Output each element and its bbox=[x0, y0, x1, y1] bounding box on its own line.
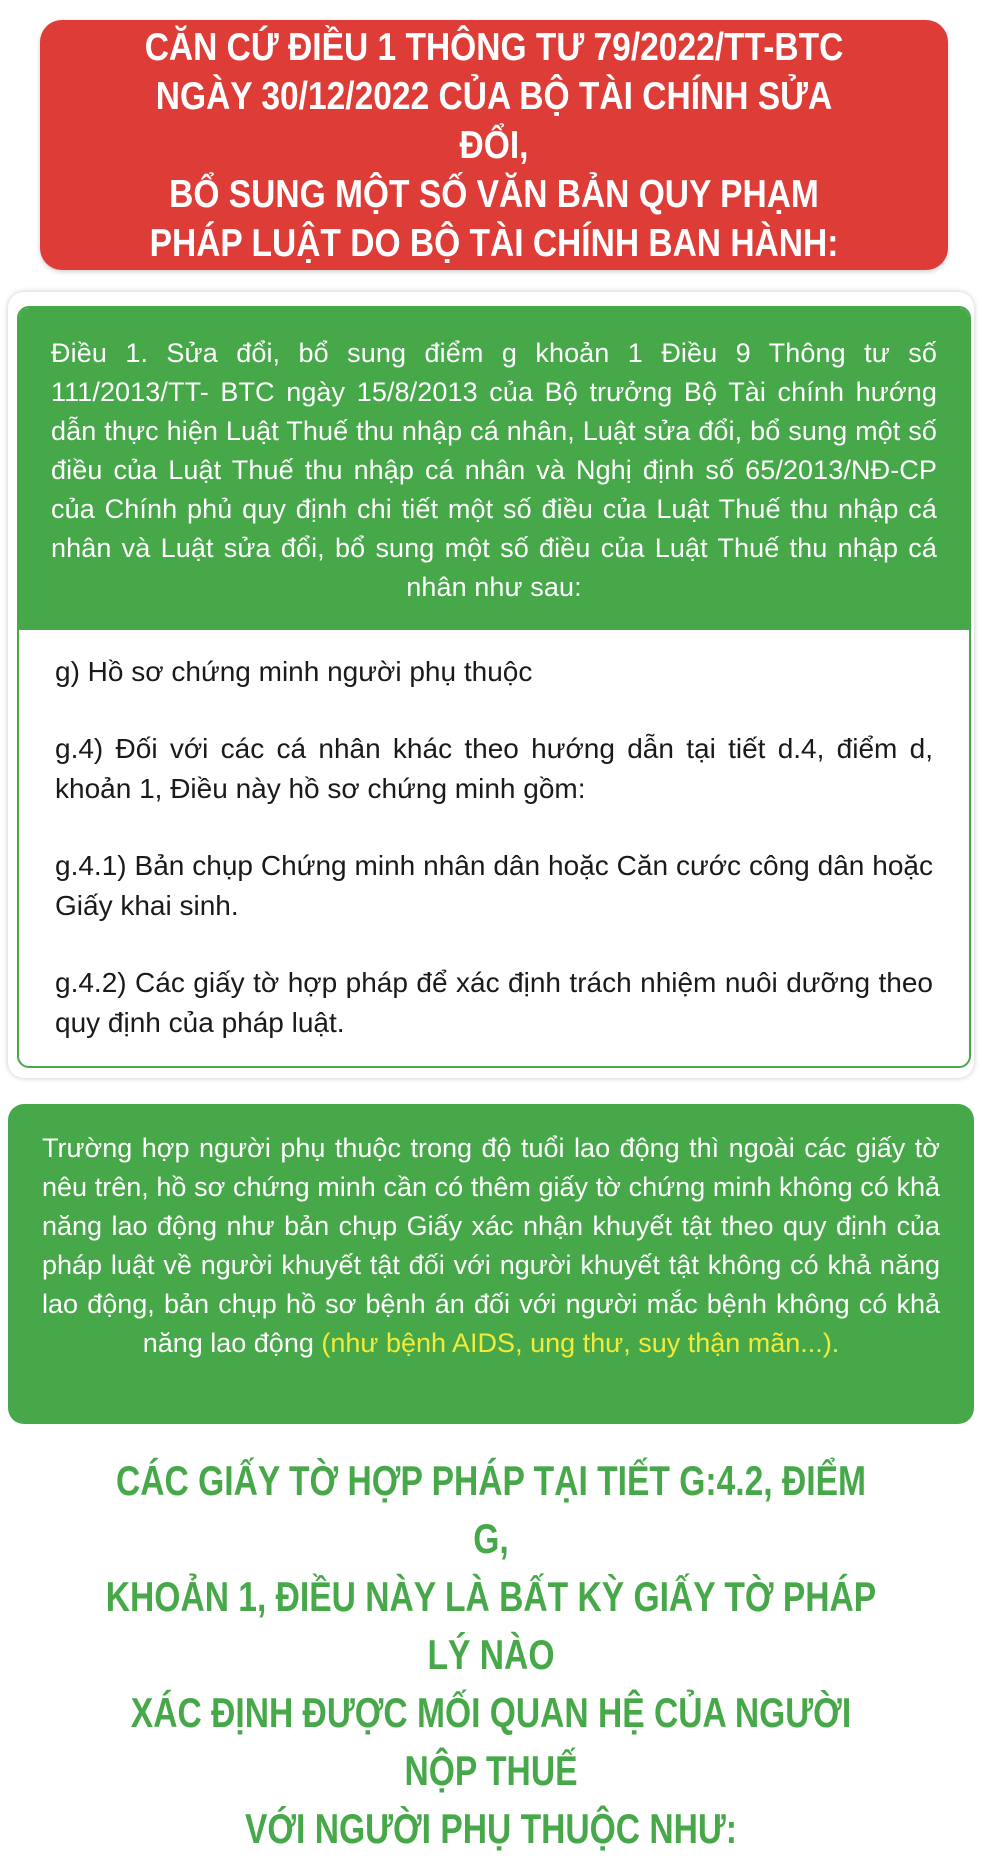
header-title-line: BỔ SUNG MỘT SỐ VĂN BẢN QUY PHẠM bbox=[169, 172, 819, 216]
footer-heading-line: VỚI NGƯỜI PHỤ THUỘC NHƯ: bbox=[244, 1805, 737, 1852]
note-text: Trường hợp người phụ thuộc trong độ tuổi lao động thì ngoài các giấy tờ nêu trên, hồ sơ chứng minh cần có thêm giấy tờ chứng minh không có khả năng lao động như bản chụp Giấy xác nhận khuyết tật theo quy định của pháp luật về người khuyết tật đối với người khuyết tật không có khả năng lao động, bản chụp hồ sơ bệnh án đối với người mắc bệnh không có khả năng lao động bbox=[42, 1133, 940, 1358]
clause-g: g) Hồ sơ chứng minh người phụ thuộc bbox=[55, 656, 533, 687]
header-banner bbox=[40, 20, 948, 270]
article-box bbox=[17, 306, 971, 1068]
clause-list bbox=[19, 630, 969, 1043]
footer-heading-line: KHOẢN 1, ĐIỀU NÀY LÀ BẤT KỲ GIẤY TỜ PHÁP LÝ NÀO bbox=[105, 1573, 877, 1678]
header-title-line: PHÁP LUẬT DO BỘ TÀI CHÍNH BAN HÀNH: bbox=[149, 221, 839, 265]
footer-heading-line: XÁC ĐỊNH ĐƯỢC MỐI QUAN HỆ CỦA NGƯỜI NỘP THUẾ bbox=[130, 1689, 852, 1794]
footer-heading bbox=[98, 1452, 884, 1858]
header-title-line: NGÀY 30/12/2022 CỦA BỘ TÀI CHÍNH SỬA ĐỔI, bbox=[155, 74, 833, 167]
footer-heading-line: CÁC GIẤY TỜ HỢP PHÁP TẠI TIẾT G:4.2, ĐIỂM G, bbox=[116, 1457, 866, 1562]
note-box bbox=[8, 1104, 974, 1424]
clause-g42: g.4.2) Các giấy tờ hợp pháp để xác định trách nhiệm nuôi dưỡng theo quy định của pháp luật. bbox=[55, 967, 933, 1038]
note-highlight: (như bệnh AIDS, ung thư, suy thận mãn...). bbox=[321, 1328, 840, 1358]
clause-g41: g.4.1) Bản chụp Chứng minh nhân dân hoặc Căn cước công dân hoặc Giấy khai sinh. bbox=[55, 850, 933, 921]
article-intro-text: Điều 1. Sửa đổi, bổ sung điểm g khoản 1 Điều 9 Thông tư số 111/2013/TT- BTC ngày 15/8/2013 của Bộ trưởng Bộ Tài chính hướng dẫn thực hiện Luật Thuế thu nhập cá nhân, Luật sửa đổi, bổ sung một số điều của Luật Thuế thu nhập cá nhân và Nghị định số 65/2013/NĐ-CP của Chính phủ quy định chi tiết một số điều của Luật Thuế thu nhập cá nhân và Luật sửa đổi, bổ sung một số điều của Luật Thuế thu nhập cá nhân như sau: bbox=[51, 338, 937, 602]
header-title-line: CĂN CỨ ĐIỀU 1 THÔNG TƯ 79/2022/TT-BTC bbox=[144, 25, 844, 69]
article-intro bbox=[19, 308, 969, 630]
header-title bbox=[121, 23, 867, 268]
clause-g4: g.4) Đối với các cá nhân khác theo hướng dẫn tại tiết d.4, điểm d, khoản 1, Điều này hồ sơ chứng minh gồm: bbox=[55, 733, 933, 804]
